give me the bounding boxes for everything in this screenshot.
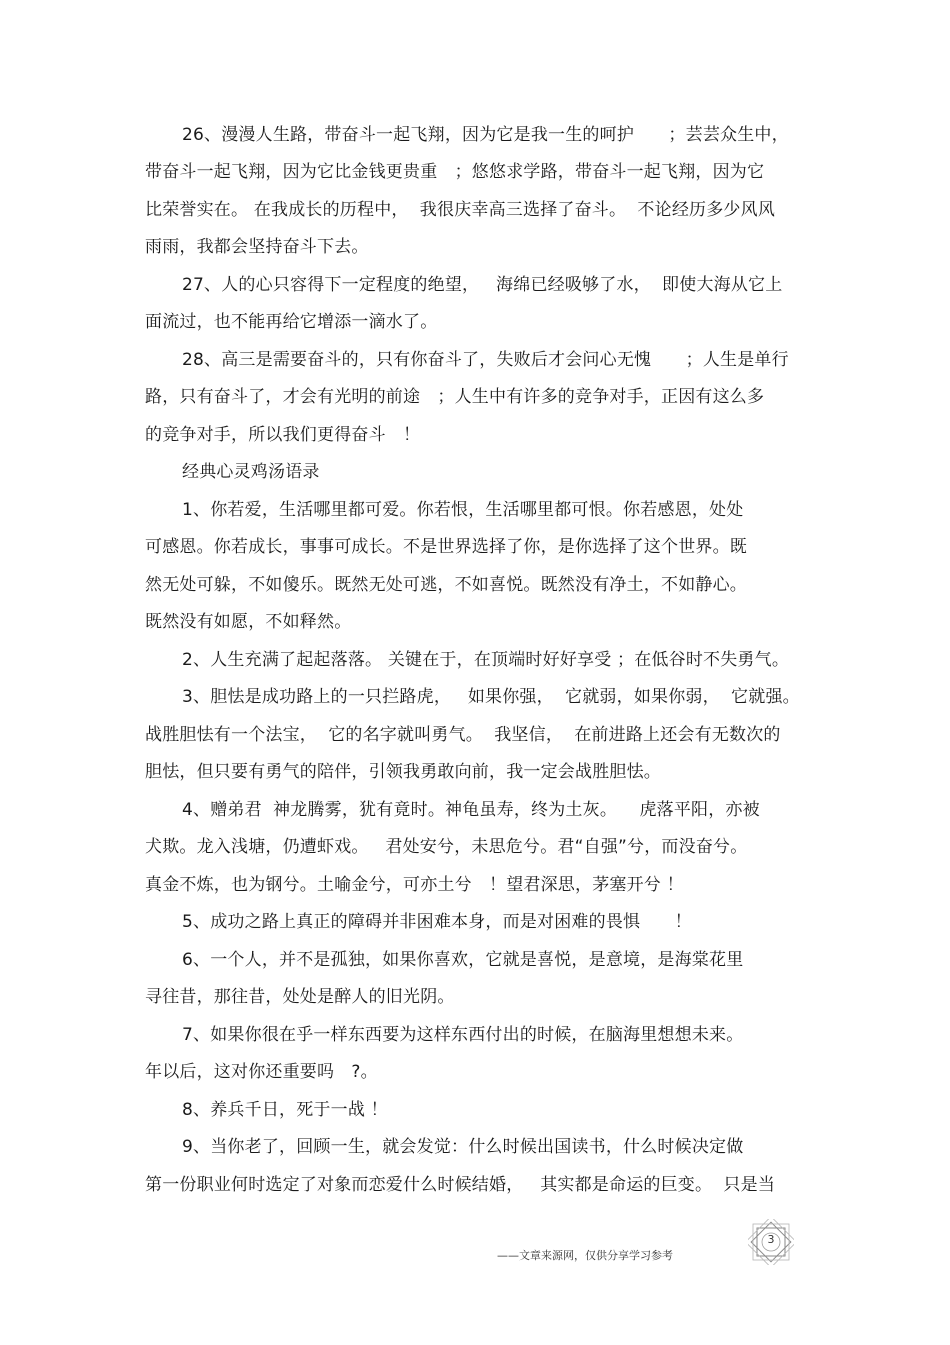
text-line: 面流过，也不能再给它增添一滴水了。 — [145, 312, 438, 332]
text-line: 雨雨，我都会坚持奋斗下去。 — [145, 237, 369, 257]
text-line: 犬欺。龙入浅塘，仍遭虾戏。 君处安兮，未思危兮。君“自强”兮，而没奋兮。 — [145, 837, 748, 857]
text-line: 4、赠弟君 神龙腾雾，犹有竟时。神龟虽寿，终为土灰。 虎落平阳，亦被 — [182, 800, 760, 820]
text-line: 26、漫漫人生路，带奋斗一起飞翔，因为它是我一生的呵护 ；芸芸众生中， — [182, 125, 789, 145]
text-line: 带奋斗一起飞翔，因为它比金钱更贵重 ；悠悠求学路，带奋斗一起飞翔，因为它 — [145, 162, 765, 182]
page-number: 3 — [767, 1233, 775, 1246]
text-line: 27、人的心只容得下一定程度的绝望， 海绵已经吸够了水， 即使大海从它上 — [182, 275, 783, 295]
page-number-badge — [748, 1219, 794, 1265]
text-line: 1、你若爱，生活哪里都可爱。你若恨，生活哪里都可恨。你若感恩，处处 — [182, 500, 744, 520]
text-line: 路，只有奋斗了，才会有光明的前途 ；人生中有许多的竞争对手，正因有这么多 — [145, 387, 765, 407]
text-line: 第一份职业何时选定了对象而恋爱什么时候结婚， 其实都是命运的巨变。 只是当 — [145, 1175, 776, 1195]
text-line: 战胜胆怯有一个法宝， 它的名字就叫勇气。 我坚信， 在前进路上还会有无数次的 — [145, 725, 781, 745]
text-line: 既然没有如愿，不如释然。 — [145, 612, 352, 632]
text-line: 7、如果你很在乎一样东西要为这样东西付出的时候，在脑海里想想未来。 — [182, 1025, 744, 1045]
text-line: 真金不炼，也为钢兮。土喻金兮，可亦土兮 ！望君深思，茅塞开兮 ！ — [145, 875, 684, 895]
text-line: 6、一个人，并不是孤独，如果你喜欢，它就是喜悦，是意境，是海棠花里 — [182, 950, 744, 970]
text-line: 8、养兵千日，死于一战 ！ — [182, 1100, 388, 1120]
text-line: 可感恩。你若成长，事事可成长。不是世界选择了你，是你选择了这个世界。既 — [145, 537, 747, 557]
text-line: 9、当你老了，回顾一生，就会发觉：什么时候出国读书，什么时候决定做 — [182, 1137, 744, 1157]
text-line: 3、胆怯是成功路上的一只拦路虎， 如果你强， 它就弱，如果你弱， 它就强。 — [182, 687, 800, 707]
text-line: 比荣誉实在。 在我成长的历程中， 我很庆幸高三选择了奋斗。 不论经历多少风风 — [145, 200, 776, 220]
text-line: 的竞争对手，所以我们更得奋斗 ！ — [145, 425, 421, 445]
text-line: 胆怯，但只要有勇气的陪伴，引领我勇敢向前，我一定会战胜胆怯。 — [145, 762, 661, 782]
text-line: 年以后，这对你还重要吗 ?。 — [145, 1062, 378, 1082]
text-line: 28、高三是需要奋斗的，只有你奋斗了，失败后才会问心无愧 ；人生是单行 — [182, 350, 789, 370]
text-line: 然无处可躲，不如傻乐。既然无处可逃，不如喜悦。既然没有净土，不如静心。 — [145, 575, 747, 595]
footer-source-note: ——文章来源网，仅供分享学习参考 — [497, 1249, 673, 1262]
text-line: 寻往昔，那往昔，处处是醉人的旧光阴。 — [145, 987, 455, 1007]
text-line: 2、人生充满了起起落落。 关键在于，在顶端时好好享受 ；在低谷时不失勇气。 — [182, 650, 790, 670]
section-heading: 经典心灵鸡汤语录 — [182, 462, 320, 482]
text-line: 5、成功之路上真正的障碍并非困难本身，而是对困难的畏惧 ！ — [182, 912, 692, 932]
